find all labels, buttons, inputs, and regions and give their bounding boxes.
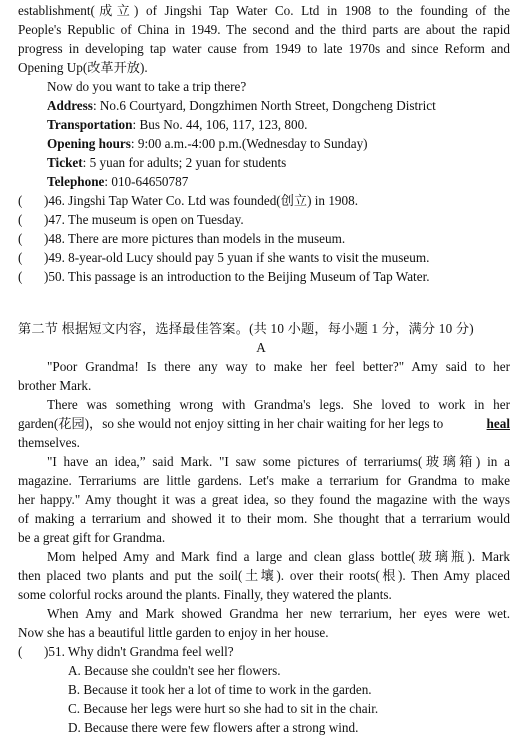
passage-line [18,415,510,433]
question-46 [18,192,358,210]
passage-line: People's Republic of China in 1949. The second and the third parts are about the rapid [18,22,510,37]
underlined-word: heal [486,416,510,431]
info-telephone [47,173,188,191]
passage-line: then placed two plants and put the soil(土壤). over their roots(根). Then Amy placed [18,568,510,583]
answer-blank[interactable]: ( [18,269,23,284]
info-label: Telephone [47,174,105,189]
question-50 [18,268,430,286]
passage-line: "I have an idea,” said Mark. "I saw some pictures of terrariums(玻璃箱) in a [47,454,510,469]
info-value: : 5 yuan for adults; 2 yuan for students [82,155,287,170]
answer-blank[interactable]: ( [18,212,23,227]
passage-line: Now do you want to take a trip there? [47,79,247,94]
question-text: )47. The museum is open on Tuesday. [44,212,244,227]
passage-line: themselves. [18,435,80,450]
passage-line: "Poor Grandma! Is there any way to make her feel better?" Amy said to her [47,359,510,374]
passage-line: of making a terrarium and showed it to their mom. She thought that a terrarium would [18,511,510,526]
passage-line: her happy." Amy thought it was a great idea, so they found the magazine with the ways [18,492,510,507]
passage-line: There was something wrong with Grandma's legs. She loved to work in her [47,397,510,412]
passage-line: brother Mark. [18,378,92,393]
answer-blank[interactable]: ( [18,193,23,208]
passage-line: some colorful rocks around the plants. Finally, they watered the plants. [18,587,392,602]
info-label: Opening hours [47,136,131,151]
info-label: Transportation [47,117,133,132]
question-text: )50. This passage is an introduction to the Beijing Museum of Tap Water. [44,269,430,284]
question-text: )49. 8-year-old Lucy should pay 5 yuan if she wants to visit the museum. [44,250,430,265]
info-value: : 010-64650787 [104,174,189,189]
passage-line: Opening Up(改革开放). [18,60,148,75]
info-address [47,97,436,115]
info-ticket [47,154,286,172]
section-heading: 第二节 根据短文内容，选择最佳答案。(共 10 小题，每小题 1 分，满分 10 分) [18,321,474,336]
question-text: )51. Why didn't Grandma feel well? [44,644,234,659]
passage-line: establishment(成立) of Jingshi Tap Water Co. Ltd in 1908 to the founding of the [18,3,510,18]
question-text: )48. There are more pictures than models in the museum. [44,231,346,246]
passage-line: When Amy and Mark showed Grandma her new terrarium, her eyes were wet. [47,606,510,621]
option-a[interactable]: A. Because she couldn't see her flowers. [68,663,281,678]
option-b[interactable]: B. Because it took her a lot of time to work in the garden. [68,682,372,697]
info-opening-hours [47,135,368,153]
option-d[interactable]: D. Because there were few flowers after a strong wind. [68,720,359,735]
passage-text: garden(花园)，so she would not enjoy sitting in her chair waiting for her legs to [18,416,444,431]
passage-line: be a great gift for Grandma. [18,530,166,545]
passage-label: A [256,340,266,355]
answer-blank[interactable]: ( [18,644,23,659]
info-value: : 9:00 a.m.-4:00 p.m.(Wednesday to Sunday) [130,136,368,151]
info-label: Ticket [47,155,83,170]
question-49 [18,249,429,267]
question-48 [18,230,345,248]
answer-blank[interactable]: ( [18,231,23,246]
passage-line: Mom helped Amy and Mark find a large and clean glass bottle(玻璃瓶). Mark [47,549,510,564]
question-47 [18,211,244,229]
passage-line: Now she has a beautiful little garden to enjoy in her house. [18,625,329,640]
passage-line: progress in developing tap water cause from 1949 to late 1970s and since Reform and [18,41,510,56]
passage-line: magazine. Terrariums are little gardens. Let's make a terrarium for Grandma to make [18,473,510,488]
question-text: )46. Jingshi Tap Water Co. Ltd was founded(创立) in 1908. [44,193,358,208]
option-c[interactable]: C. Because her legs were hurt so she had to sit in the chair. [68,701,379,716]
answer-blank[interactable]: ( [18,250,23,265]
info-value: : Bus No. 44, 106, 117, 123, 800. [132,117,308,132]
info-transportation [47,116,307,134]
info-value: : No.6 Courtyard, Dongzhimen North Street, Dongcheng District [92,98,436,113]
info-label: Address [47,98,93,113]
question-51 [18,643,234,661]
